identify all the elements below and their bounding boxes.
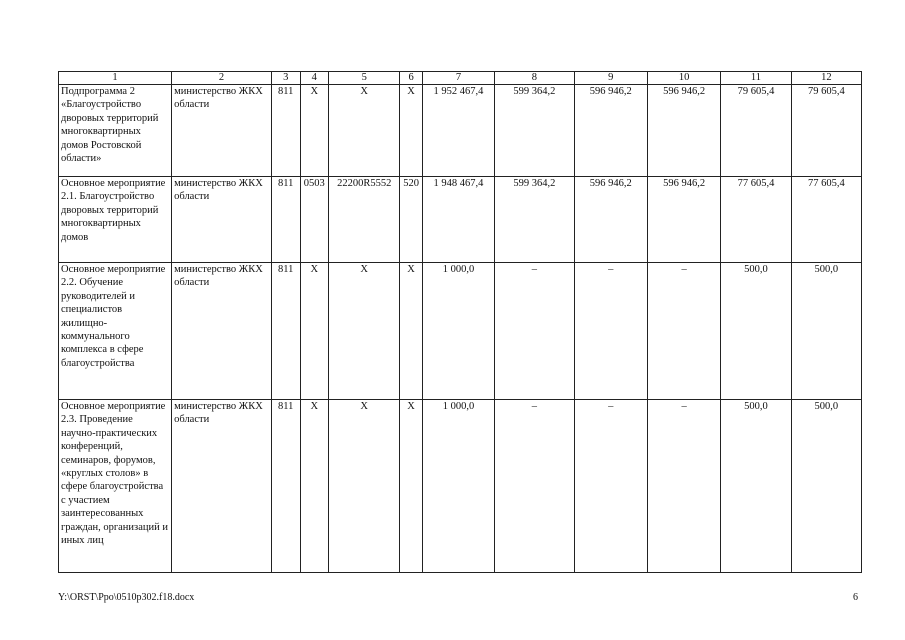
table-cell: 811 [271, 400, 300, 573]
column-header: 7 [422, 72, 494, 85]
table-cell: 599 364,2 [495, 85, 574, 177]
table-cell: министерство ЖКХ области [172, 85, 272, 177]
table-cell: Х [329, 85, 400, 177]
table-cell: 596 946,2 [647, 85, 720, 177]
table-cell: – [647, 263, 720, 400]
column-header: 11 [721, 72, 791, 85]
table-cell: 79 605,4 [791, 85, 861, 177]
table-cell: 1 000,0 [422, 263, 494, 400]
page-number: 6 [853, 592, 858, 603]
table-cell: министерство ЖКХ области [172, 177, 272, 263]
table-row [59, 177, 862, 263]
table-cell: 1 948 467,4 [422, 177, 494, 263]
table-cell: министерство ЖКХ области [172, 263, 272, 400]
table-cell: Основное мероприятие 2.3. Проведение научно-практических конференций, семинаров, форумов, «круглых столов» в сфере благоустройства с участием заинтересованных граждан, организаций и иных лиц [59, 400, 172, 573]
table-cell: Основное мероприятие 2.2. Обучение руководителей и специалистов жилищно-коммунального комплекса в сфере благоустройства [59, 263, 172, 400]
column-header: 3 [271, 72, 300, 85]
table-cell: 599 364,2 [495, 177, 574, 263]
table-cell: 77 605,4 [791, 177, 861, 263]
table-cell: Х [400, 263, 422, 400]
table-cell: – [647, 400, 720, 573]
footer-file-path: Y:\ORST\Ppo\0510p302.f18.docx [58, 592, 195, 603]
table-cell: 596 946,2 [574, 177, 647, 263]
table-cell: Х [300, 400, 329, 573]
table-cell: 0503 [300, 177, 329, 263]
table-cell: 500,0 [791, 400, 861, 573]
budget-table [58, 71, 862, 573]
column-header: 1 [59, 72, 172, 85]
table-cell: Х [300, 85, 329, 177]
table-cell: 500,0 [721, 263, 791, 400]
column-header: 8 [495, 72, 574, 85]
table-cell: 500,0 [791, 263, 861, 400]
table-cell: 811 [271, 85, 300, 177]
table-row [59, 85, 862, 177]
table-cell: – [574, 263, 647, 400]
column-header: 9 [574, 72, 647, 85]
table-cell: Х [329, 263, 400, 400]
table-cell: Подпрограмма 2 «Благоустройство дворовых территорий многоквартирных домов Ростовской области» [59, 85, 172, 177]
table-cell: 77 605,4 [721, 177, 791, 263]
column-header: 10 [647, 72, 720, 85]
table-header-row [59, 72, 862, 85]
table-cell: 811 [271, 263, 300, 400]
column-header: 12 [791, 72, 861, 85]
table-cell: 500,0 [721, 400, 791, 573]
table-cell: – [574, 400, 647, 573]
table-cell: – [495, 263, 574, 400]
table-cell: – [495, 400, 574, 573]
table-cell: Основное мероприятие 2.1. Благоустройство дворовых территорий многоквартирных домов [59, 177, 172, 263]
table-cell: 22200R5552 [329, 177, 400, 263]
table-cell: Х [300, 263, 329, 400]
column-header: 5 [329, 72, 400, 85]
table-cell: Х [329, 400, 400, 573]
table-cell: 520 [400, 177, 422, 263]
table-cell: Х [400, 400, 422, 573]
column-header: 4 [300, 72, 329, 85]
table-cell: министерство ЖКХ области [172, 400, 272, 573]
table-cell: Х [400, 85, 422, 177]
table-cell: 596 946,2 [647, 177, 720, 263]
table-cell: 596 946,2 [574, 85, 647, 177]
table-cell: 811 [271, 177, 300, 263]
table-cell: 1 952 467,4 [422, 85, 494, 177]
column-header: 2 [172, 72, 272, 85]
table-row [59, 400, 862, 573]
table-cell: 79 605,4 [721, 85, 791, 177]
table-row [59, 263, 862, 400]
table-cell: 1 000,0 [422, 400, 494, 573]
column-header: 6 [400, 72, 422, 85]
